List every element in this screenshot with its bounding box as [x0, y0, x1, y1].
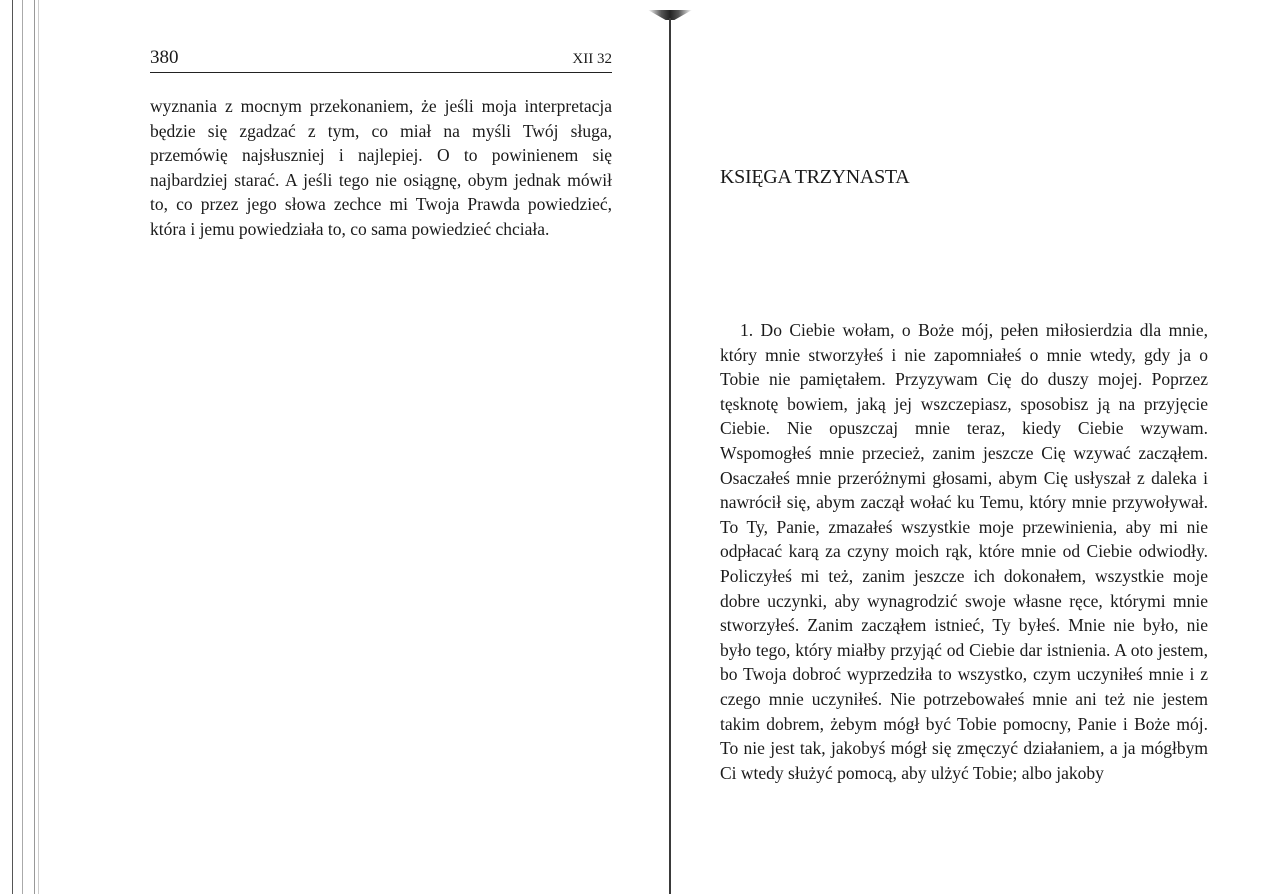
scan-edge-left — [0, 0, 60, 894]
page-number: 380 — [150, 47, 179, 68]
left-page-text: wyznania z mocnym przekonaniem, że jeśli moja interpretacja będzie się zgadzać z tym, co miał na myśli Twój sługa, przemówię najsłuszniej i najlepiej. O to powinienem się najbardziej starać. A jeśli tego nie osiągnę, obym jednak mówił to, co przez jego słowa zechce mi Twoja Prawda powiedzieć, która i jemu powiedziała to, co sama powiedzieć chciała. — [150, 96, 612, 239]
right-page — [720, 0, 1208, 894]
left-page-header — [150, 44, 612, 73]
gutter-fold-line — [669, 18, 671, 894]
right-page-text: 1. Do Ciebie wołam, o Boże mój, pełen miłosierdzia dla mnie, który mnie stworzyłeś i nie zapomniałeś o mnie wtedy, gdy ja o Tobie nie pamiętałem. Przyzywam Cię do duszy mojej. Poprzez tęsknotę bowiem, jaką jej wszczepiasz, sposobisz ją na przyjęcie Ciebie. Nie opuszczaj mnie teraz, kiedy Ciebie wzywam. Wspomogłeś mnie przecież, zanim jeszcze Cię wzywać zacząłem. Osaczałeś mnie przeróżnymi głosami, abym Cię usłyszał z daleka i nawrócił się, abym zaczął wołać ku Temu, który mnie przywoływał. To Ty, Panie, zmazałeś wszystkie moje przewinienia, aby mi nie odpłacać karą za czyny moich rąk, które mnie od Ciebie odwiodły. Policzyłeś mi też, zanim jeszcze ich dokonałem, wszystkie moje dobre uczynki, aby wynagrodzić swoje własne ręce, którymi mnie stworzyłeś. Zanim zacząłem istnieć, Ty byłeś. Mnie nie było, nie było tego, który miałby przyjąć od Ciebie dar istnienia. A oto jestem, bo Twoja dobroć wyprzedziła to wszystko, czym uczyniłeś mnie i z czego mnie uczyniłeś. Nie potrzebowałeś mnie ani też nie jestem takim dobrem, żebym mógł być Tobie pomocny, Panie i Boże mój. To nie jest tak, jakobyś mógł się zmęczyć działaniem, a ja mógłbym Ci wtedy służyć pomocą, aby ulżyć Tobie; albo jakoby — [720, 320, 1208, 783]
running-head: XII 32 — [572, 51, 612, 67]
left-page — [150, 0, 612, 894]
book-gutter — [640, 0, 700, 894]
chapter-title: KSIĘGA TRZYNASTA — [720, 166, 910, 188]
